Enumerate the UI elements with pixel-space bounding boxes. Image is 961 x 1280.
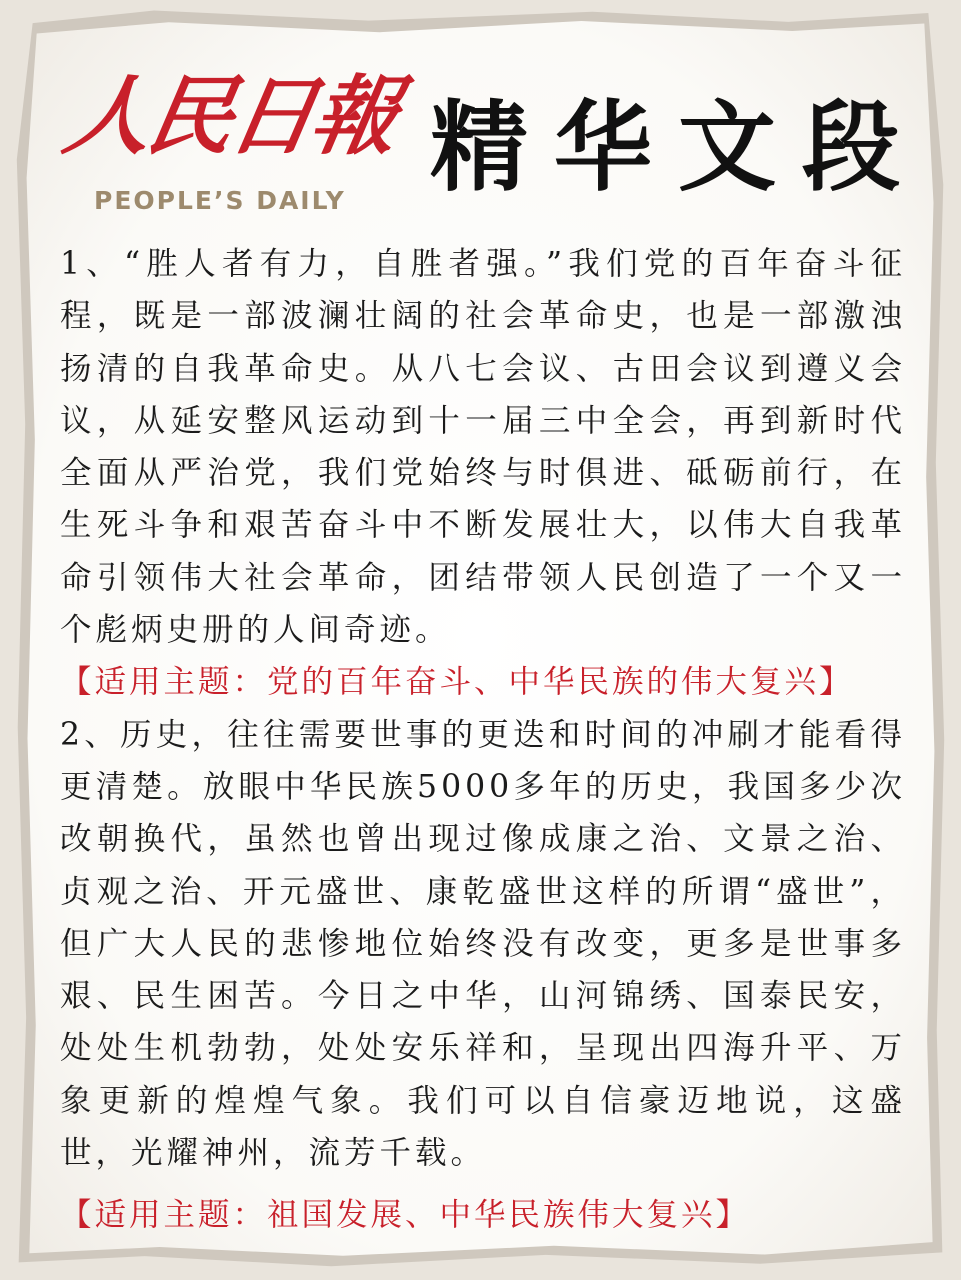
header xyxy=(0,0,961,230)
topic-label-1: 【适用主题：党的百年奋斗、中华民族的伟大复兴】 xyxy=(60,664,854,701)
paragraph-2: 2、历史，往往需要世事的更迭和时间的冲刷才能看得更清楚。放眼中华民族5000多年的历史，我国多少次改朝换代，虽然也曾出现过像成康之治、文景之治、贞观之治、开元盛世、康乾盛世这样的所谓“盛世”，但广大人民的悲惨地位始终没有改变，更多是世事多艰、民生困苦。今日之中华，山河锦绣、国泰民安，处处生机勃勃，处处安乐祥和，呈现出四海升平、万象更新的煌煌气象。我们可以自信豪迈地说，这盛世，光耀神州，流芳千载。 xyxy=(60,716,906,1172)
peoples-daily-logo: 人民日報 xyxy=(57,66,403,167)
article-content xyxy=(60,238,906,1242)
page-title: 精华文段 xyxy=(430,91,927,205)
paragraph-1: 1、“胜人者有力，自胜者强。”我们党的百年奋斗征程，既是一部波澜壮阔的社会革命史，也是一部激浊扬清的自我革命史。从八七会议、古田会议到遵义会议，从延安整风运动到十一届三中全会，再到新时代全面从严治党，我们党始终与时俱进、砥砺前行，在生死斗争和艰苦奋斗中不断发展壮大，以伟大自我革命引领伟大社会革命，团结带领人民创造了一个又一个彪炳史册的人间奇迹。 xyxy=(60,246,906,649)
peoples-daily-logo-english: PEOPLE’S DAILY xyxy=(94,186,346,215)
topic-label-2: 【适用主题：祖国发展、中华民族伟大复兴】 xyxy=(60,1197,751,1234)
